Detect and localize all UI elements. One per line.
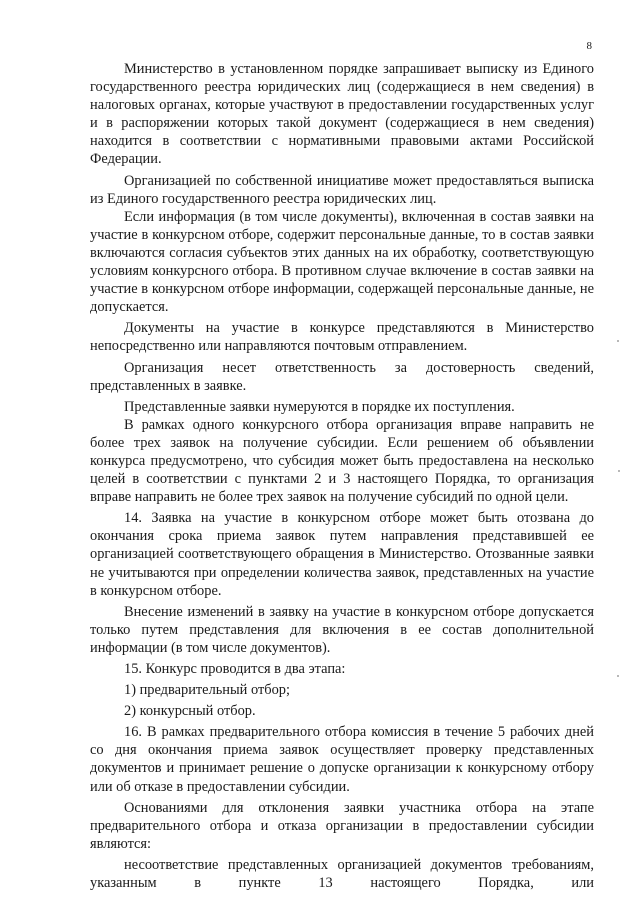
paragraph: Организация несет ответственность за достоверность сведений, представленных в заявке. xyxy=(90,359,594,394)
list-item: 2) конкурсный отбор. xyxy=(124,703,256,720)
paragraph: 16. В рамках предварительного отбора комиссия в течение 5 рабочих дней со дня окончания приема заявок осуществляет проверку представленных документов и принимает решение о допуске организации к конкурсному отбору или об отказе в предоставлении субсидии. xyxy=(90,724,594,795)
paragraph: Документы на участие в конкурсе представляются в Министерство непосредственно или направляются почтовым отправлением. xyxy=(90,320,594,355)
page-number: 8 xyxy=(586,40,592,52)
paragraph: Внесение изменений в заявку на участие в конкурсном отборе допускается только путем представления для включения в ее состав дополнительной информации (в том числе документов). xyxy=(90,603,594,656)
scan-speck xyxy=(617,340,619,342)
paragraph: 15. Конкурс проводится в два этапа: xyxy=(124,661,346,677)
list-item: 1) предварительный отбор; xyxy=(124,682,290,699)
paragraph: Организацией по собственной инициативе может предоставляться выписка из Единого государственного реестра юридических лиц. xyxy=(90,172,594,207)
scan-speck xyxy=(617,675,619,677)
paragraph: Министерство в установленном порядке запрашивает выписку из Единого государственного реестра юридических лиц (содержащиеся в нем сведения) в налоговых органах, которые участвуют в предоставлении государственных услуг и в распоряжении которых такой документ (содержащиеся в нем сведения) находится в соответствии с нормативными правовыми актами Российской Федерации. xyxy=(90,61,594,168)
paragraph: Если информация (в том числе документы), включенная в состав заявки на участие в конкурсном отборе, содержит персональные данные, то в состав заявки включаются согласия субъектов этих данных на их обработку, соответствующую условиям конкурсного отбора. В противном случае включение в состав заявки на участие в конкурсном отборе информации, содержащей персональные данные, не допускается. xyxy=(90,208,594,316)
document-body xyxy=(90,60,594,892)
paragraph: Основаниями для отклонения заявки участника отбора на этапе предварительного отбора и отказа организации в предоставлении субсидии являются: xyxy=(90,799,594,852)
paragraph: несоответствие представленных организацией документов требованиям, указанным в пункте 13 настоящего Порядка, или xyxy=(90,856,594,892)
scan-speck xyxy=(618,470,620,472)
paragraph: 14. Заявка на участие в конкурсном отборе может быть отозвана до окончания срока приема заявок путем направления представившей ее организацией соответствующего обращения в Министерство. Отозванные заявки не учитываются при определении количества заявок, представленных на участие в конкурсном отборе. xyxy=(90,510,594,599)
paragraph: Представленные заявки нумеруются в порядке их поступления. xyxy=(124,398,515,415)
paragraph: В рамках одного конкурсного отбора организация вправе направить не более трех заявок на получение субсидии. Если решением об объявлении конкурса предусмотрено, что субсидия может быть предоставлена на несколько целей в соответствии с пунктами 2 и 3 настоящего Порядка, то организация вправе направить не более трех заявок на получение субсидий по одной цели. xyxy=(90,416,594,506)
